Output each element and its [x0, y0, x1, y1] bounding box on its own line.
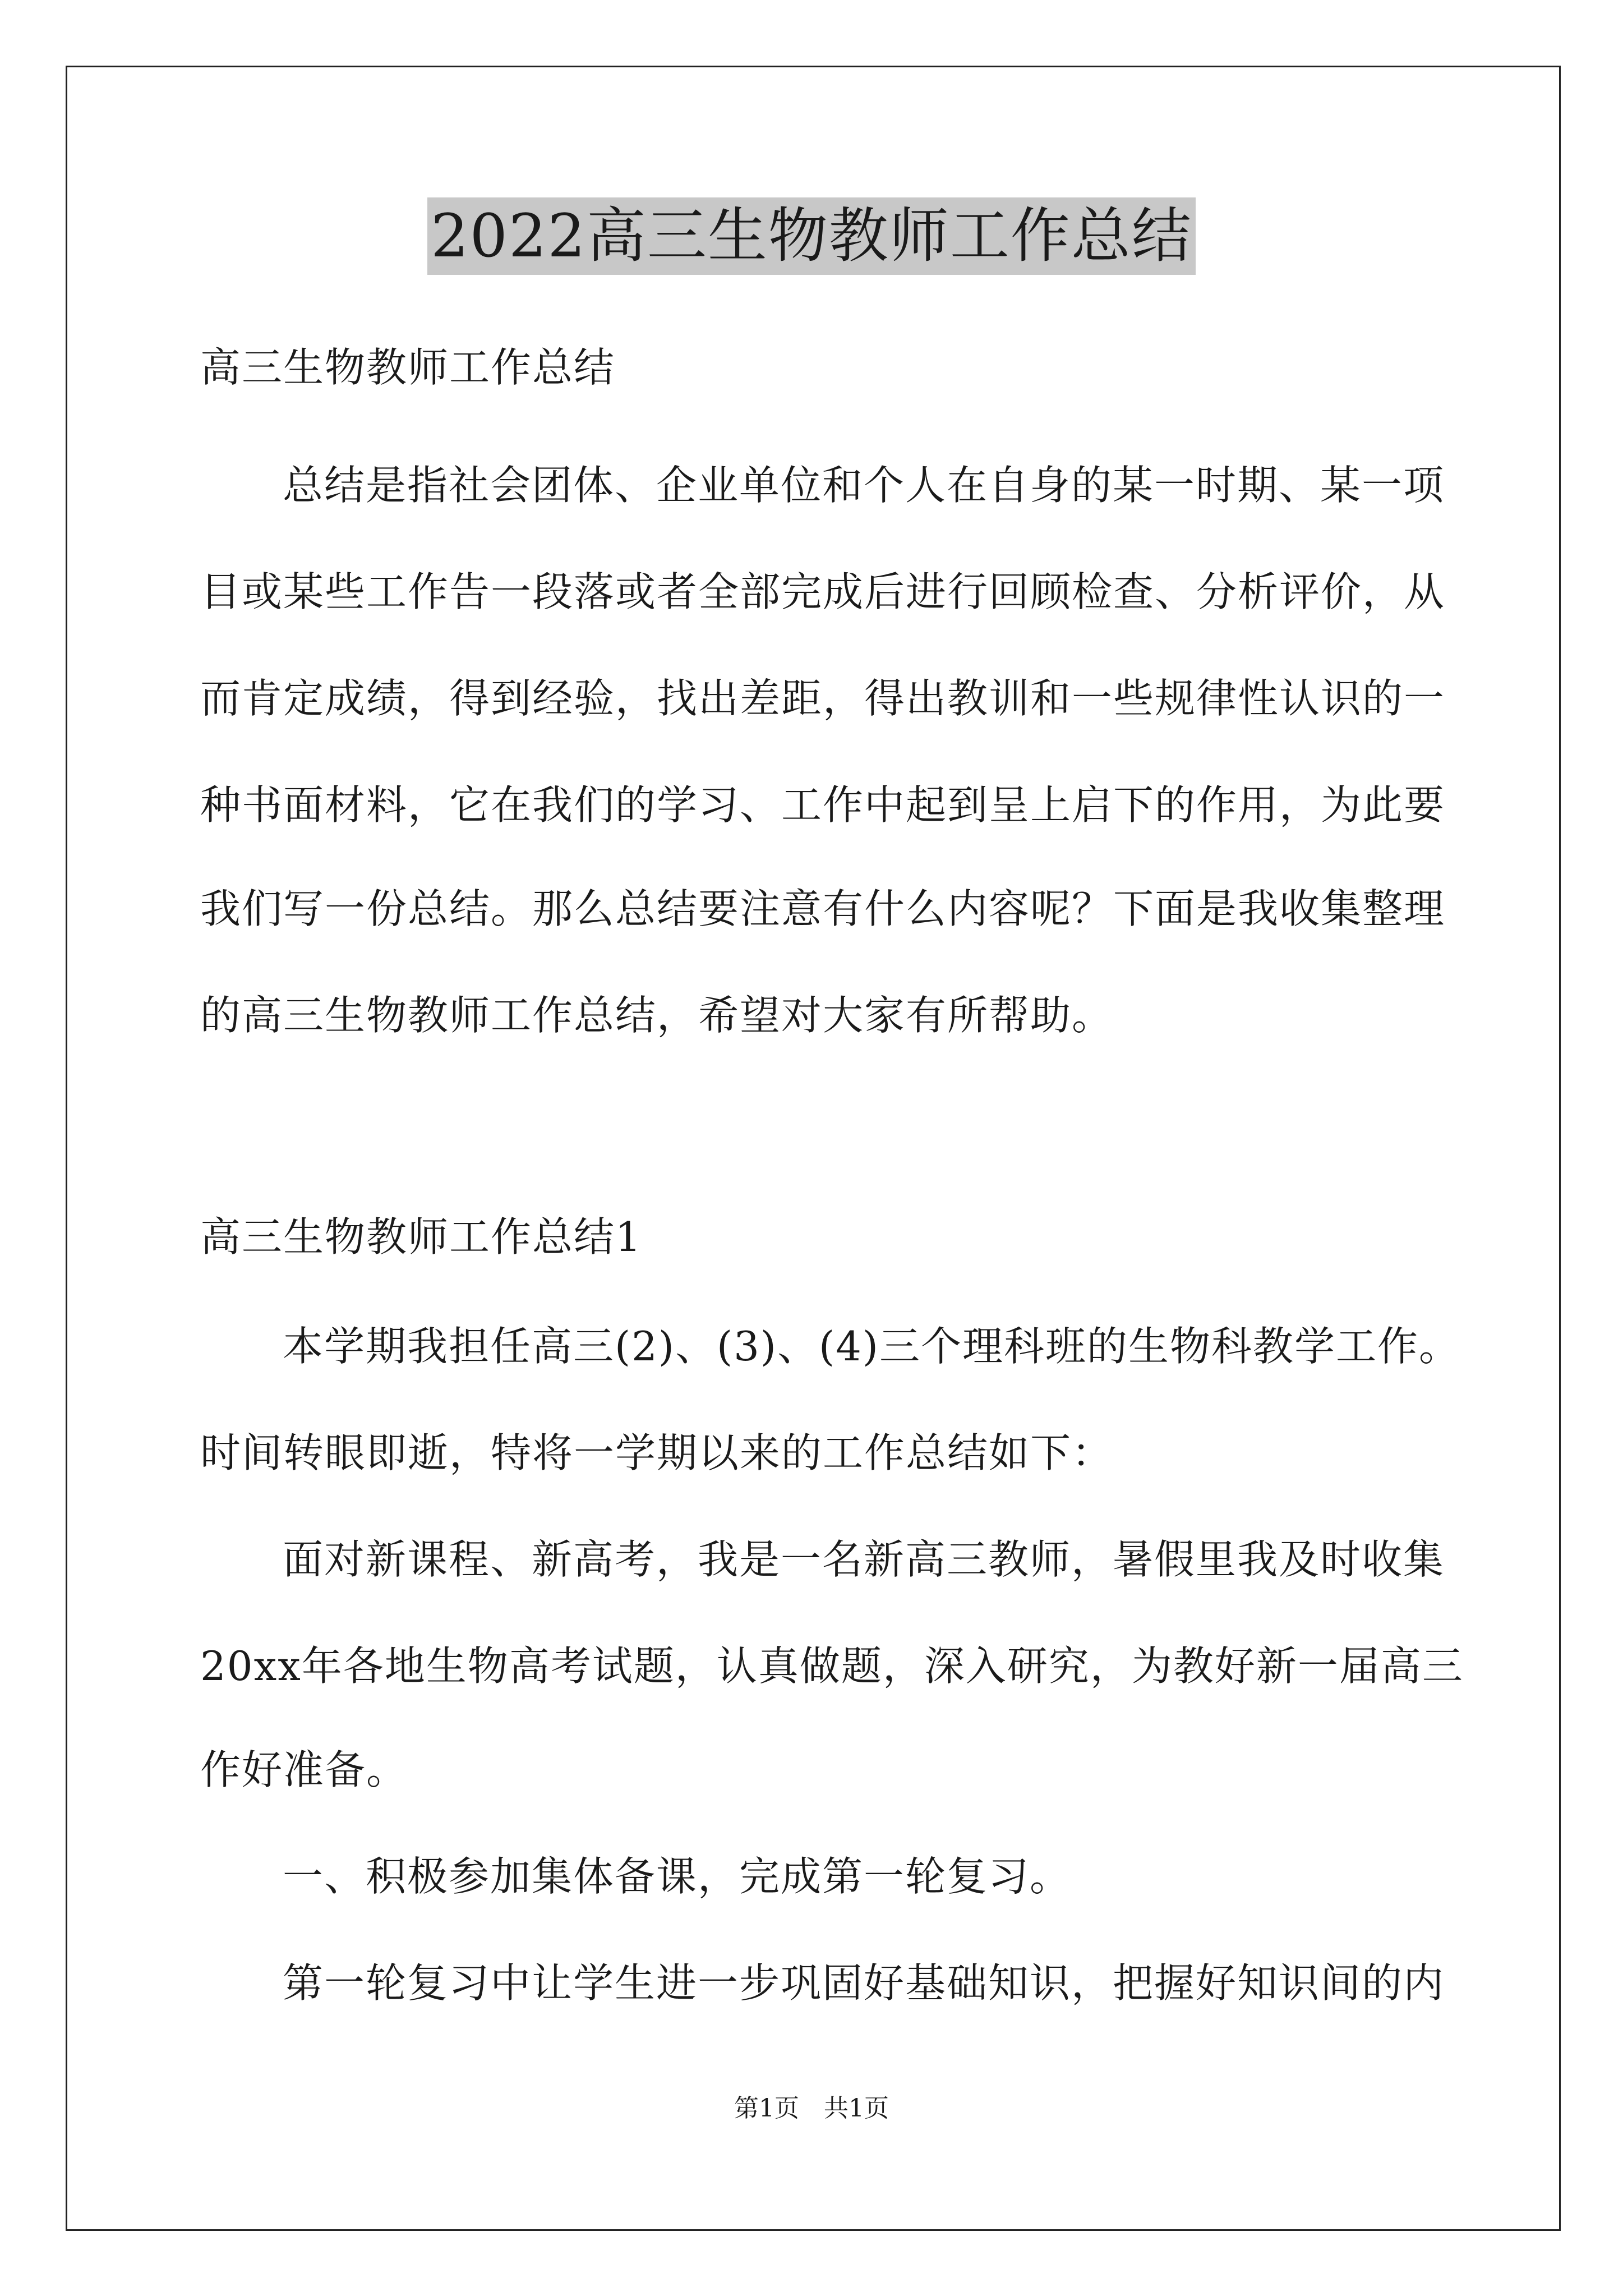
- paragraph-line: 本学期我担任高三(2)、(3)、(4)三个理科班的生物科教学工作。: [283, 1323, 1460, 1370]
- paragraph-line: 总结是指社会团体、企业单位和个人在自身的某一时期、某一项: [283, 462, 1445, 509]
- paragraph-line: 目或某些工作告一段落或者全部完成后进行回顾检查、分析评价，从: [200, 568, 1446, 615]
- paragraph-line: 20xx年各地生物高考试题，认真做题，深入研究，为教好新一届高三: [200, 1642, 1464, 1690]
- paragraph-line: 第一轮复习中让学生进一步巩固好基础知识，把握好知识间的内: [283, 1959, 1445, 2007]
- document-title: 2022高三生物教师工作总结: [427, 197, 1196, 275]
- title-container: [0, 197, 1623, 275]
- paragraph-line: 的高三生物教师工作总结，希望对大家有所帮助。: [200, 992, 1114, 1039]
- paragraph-line: 而肯定成绩，得到经验，找出差距，得出教训和一些规律性认识的一: [200, 675, 1446, 722]
- paragraph-line: 一、积极参加集体备课，完成第一轮复习。: [283, 1853, 1072, 1900]
- paragraph-line: 作好准备。: [200, 1746, 408, 1793]
- paragraph-line: 我们写一份总结。那么总结要注意有什么内容呢？下面是我收集整理: [200, 885, 1446, 932]
- paragraph-line: 种书面材料，它在我们的学习、工作中起到呈上启下的作用，为此要: [200, 781, 1446, 829]
- paragraph-line: 面对新课程、新高考，我是一名新高三教师，暑假里我及时收集: [283, 1536, 1445, 1583]
- section-heading: 高三生物教师工作总结1: [200, 1213, 642, 1260]
- page-footer: 第1页 共1页: [734, 2094, 889, 2123]
- section-heading: 高三生物教师工作总结: [200, 344, 616, 391]
- paragraph-line: 时间转眼即逝，特将一学期以来的工作总结如下：: [200, 1429, 1114, 1476]
